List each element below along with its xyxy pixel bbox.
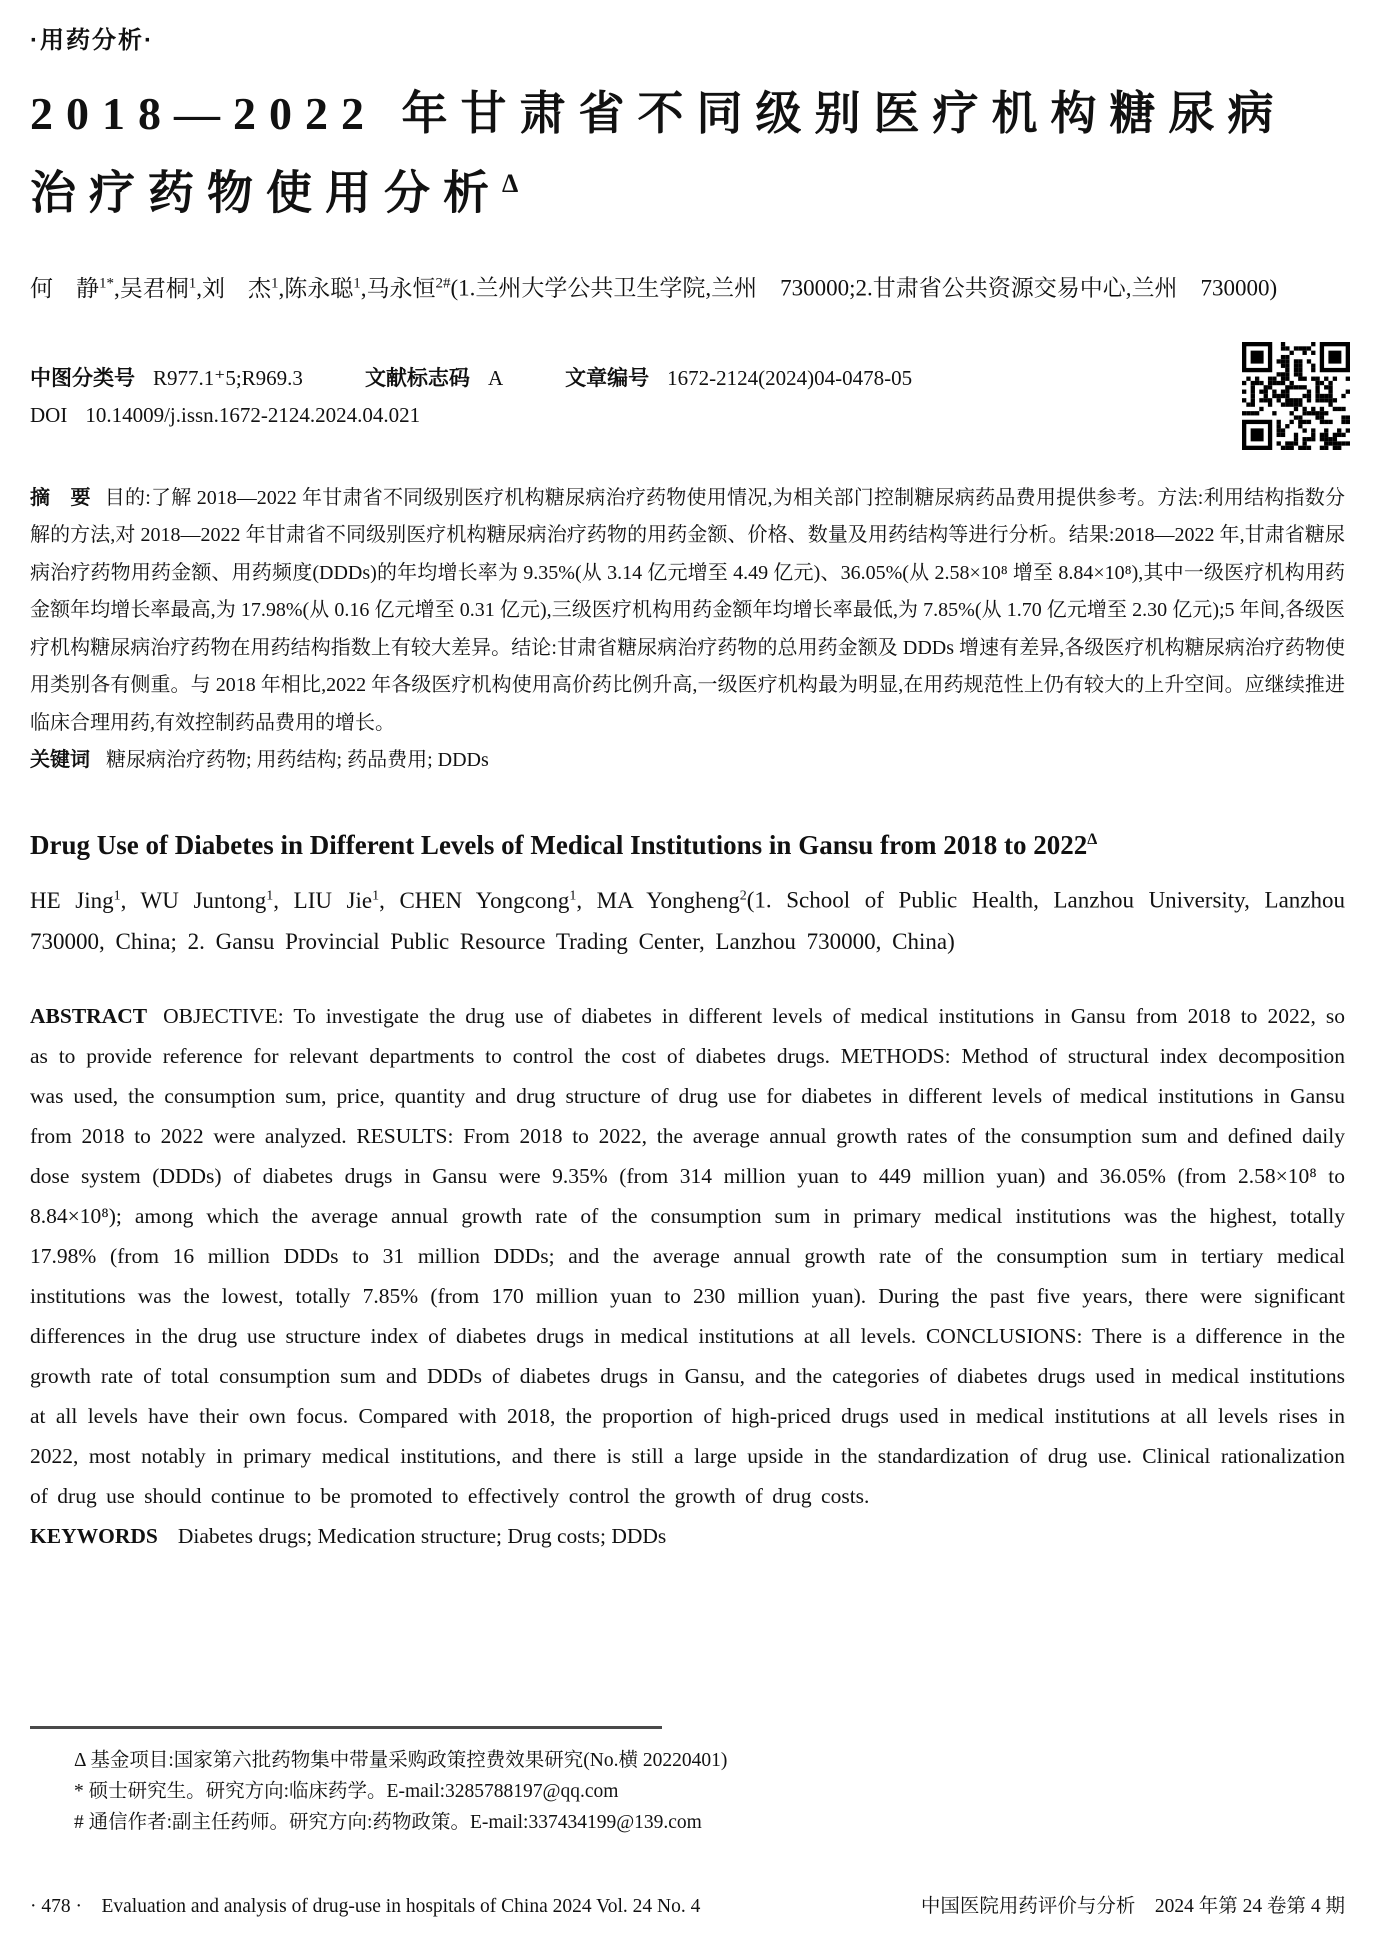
clc-value: R977.1⁺5;R969.3 <box>153 365 303 390</box>
meta-row-doi <box>30 397 1345 434</box>
author-superscript: 1 <box>113 887 121 903</box>
title-cn-superscript: Δ <box>502 169 519 198</box>
author-superscript: 1 <box>188 275 197 292</box>
author-superscript: 1 <box>271 275 279 292</box>
section-text: From 2018 to 2022, the average annual growth rates of the consumption sum and defined daily dose system (DDDs) of diabetes drugs in Gansu were 9.35% (from 314 million yuan to 449 million yuan) and 36.05% (from 2.58×10⁸ to 8.84×10⁸); among which the average annual growth rate of the consumption sum in primary medical institutions was the highest, totally 17.98% (from 16 million DDDs to 31 million DDDs; and the average annual growth rate of the consumption sum in tertiary medical institutions was the lowest, totally 7.85% (from 170 million yuan to 230 million yuan). During the past five years, there were significant differences in the drug use structure index of diabetes drugs in medical institutions at all levels. <box>30 1123 1346 1348</box>
section-text: 利用结构指数分解的方法,对 2018—2022 年甘肃省不同级别医疗机构糖尿病治疗药物的用药金额、价格、数量及用药结构等进行分析。 <box>30 486 1346 547</box>
author-name: ,吴君桐 <box>114 275 189 301</box>
authors-cn <box>30 256 1345 316</box>
section-label: RESULTS: <box>356 1123 454 1148</box>
section-text: 2018—2022 年,甘肃省糖尿病治疗药物用药金额、用药频度(DDDs)的年均增长率为 9.35%(从 3.14 亿元增至 4.49 亿元)、36.05%(从 2.58×10⁸ 增至 8.84×10⁸),其中一级医疗机构用药金额年均增长率最高,为 17.98%(从 0.16 亿元增至 0.31 亿元),三级医疗机构用药金额年均增长率最低,为 7.85%(从 1.70 亿元增至 2.30 亿元);5 年间,各级医疗机构糖尿病治疗药物在用药结构指数上有较大差异。 <box>30 524 1346 659</box>
qr-code-image <box>1242 341 1350 451</box>
footer-right-journal-cn: 中国医院用药评价与分析 2024 年第 24 卷第 4 期 <box>920 1896 1345 1917</box>
abstract-cn-label: 摘 要 <box>30 486 91 509</box>
keywords-en-text: Diabetes drugs; Medication structure; Drug costs; DDDs <box>177 1523 667 1548</box>
article-title-en <box>30 822 1345 863</box>
keywords-en-label: KEYWORDS <box>30 1523 158 1548</box>
author-segment <box>273 888 379 913</box>
author-segment <box>30 888 121 913</box>
affiliation-text: (1.兰州大学公共卫生学院,兰州 730000;2.甘肃省公共资源交易中心,兰州 730000) <box>450 275 1278 301</box>
keywords-en <box>30 1516 1345 1556</box>
author-name: , CHEN Yongcong <box>379 887 570 913</box>
article-id-label: 文章编号 <box>565 366 650 390</box>
footnote-funding: Δ 基金项目:国家第六批药物集中带量采购政策控费效果研究(No.横 20220401) <box>74 1750 728 1771</box>
keywords-cn-text: 糖尿病治疗药物; 用药结构; 药品费用; DDDs <box>106 749 489 772</box>
author-superscript: 2# <box>435 275 451 292</box>
abstract-en-conclusions <box>30 1324 1345 1508</box>
abstract-en-results <box>30 1124 1345 1348</box>
abstract-cn-objective <box>105 487 1158 509</box>
author-segment <box>121 888 274 913</box>
clc-label: 中图分类号 <box>30 366 135 390</box>
section-label: 方法: <box>1157 486 1204 509</box>
author-superscript: 1* <box>99 275 114 292</box>
doc-code-value: A <box>487 365 504 390</box>
abstract-cn <box>30 480 1345 743</box>
affiliation-cn <box>451 276 1278 301</box>
title-en-text: Drug Use of Diabetes in Different Levels of Medical Institutions in Gansu from 2018 to 2022 <box>30 829 1088 860</box>
section-label: OBJECTIVE: <box>163 1003 284 1028</box>
doi-label: DOI <box>30 402 68 427</box>
author-segment <box>576 888 746 913</box>
author-superscript: 1 <box>266 887 274 903</box>
qr-code <box>1242 341 1350 451</box>
footnote-first-author: * 硕士研究生。研究方向:临床药学。E-mail:3285788197@qq.com <box>74 1781 619 1802</box>
footnotes <box>30 1726 1345 1838</box>
title-cn-line2: 治疗药物使用分析 <box>30 167 502 219</box>
author-superscript: 2 <box>739 887 747 903</box>
meta-row-1 <box>30 360 1345 397</box>
footnote-divider <box>30 1726 662 1729</box>
author-name: ,刘 杰 <box>196 275 271 301</box>
section-label: 结果: <box>1068 524 1115 547</box>
section-label: 结论: <box>511 636 557 659</box>
footer-left-page-journal-en: · 478 · Evaluation and analysis of drug-use in hospitals of China 2024 Vol. 24 No. 4 <box>30 1896 701 1917</box>
keywords-cn-label: 关键词 <box>30 749 90 772</box>
article-meta <box>30 360 1345 434</box>
author-name: , MA Yongheng <box>576 887 740 913</box>
author-segment <box>196 276 278 301</box>
author-segment <box>30 276 114 301</box>
column-mark: ·用药分析· <box>30 27 154 54</box>
section-text: 了解 2018—2022 年甘肃省不同级别医疗机构糖尿病治疗药物使用情况,为相关部门控制糖尿病药品费用提供参考。 <box>150 486 1158 509</box>
article-id-value: 1672-2124(2024)04-0478-05 <box>667 365 913 390</box>
section-text: Method of structural index decomposition was used, the consumption sum, price, quantity and drug structure of drug use for diabetes in different levels of medical institutions in Gansu from 2018 to 2022 were analyzed. <box>30 1043 1345 1148</box>
author-segment <box>279 276 361 301</box>
title-en-superscript: Δ <box>1087 830 1098 848</box>
affiliation-text: (1. School of Public Health, Lanzhou University, Lanzhou 730000, China; 2. Gansu Provincial Public Resource Trading Center, Lanzhou 730000, China) <box>30 887 1345 954</box>
author-name: , WU Juntong <box>120 887 267 913</box>
author-name: , LIU Jie <box>273 887 373 913</box>
author-segment <box>114 276 196 301</box>
section-text: There is a difference in the growth rate of total consumption sum and DDDs of diabetes drugs in Gansu, and the categories of diabetes drugs used in medical institutions at all levels have their own focus. Compared with 2018, the proportion of high-priced drugs used in medical institutions at all levels rises in 2022, most notably in primary medical institutions, and there is still a large upside in the standardization of drug use. Clinical rationalization of drug use should continue to be promoted to effectively control the growth of drug costs. <box>30 1323 1345 1508</box>
author-superscript: 1 <box>569 887 577 903</box>
author-name: ,马永恒 <box>360 275 436 301</box>
page-footer <box>30 1890 1345 1918</box>
author-superscript: 1 <box>372 887 380 903</box>
section-text: To investigate the drug use of diabetes in different levels of medical institutions in Gansu from 2018 to 2022, so as to provide reference for relevant departments to control the cost of diabetes drugs. <box>30 1003 1345 1068</box>
abstract-en-label: ABSTRACT <box>30 1003 148 1028</box>
article-title-cn <box>30 79 1345 228</box>
author-name: 何 静 <box>30 275 99 301</box>
section-label: CONCLUSIONS: <box>925 1323 1083 1348</box>
author-segment <box>379 888 576 913</box>
section-text: 甘肃省糖尿病治疗药物的总用药金额及 DDDs 增速有差异,各级医疗机构糖尿病治疗药物使用类别各有侧重。与 2018 年相比,2022 年各级医疗机构使用高价药比例升高,一级医疗机构最为明显,在用药规范性上仍有较大的上升空间。应继续推进临床合理用药,有效控制药品费用的增长。 <box>30 636 1346 734</box>
author-segment <box>361 276 451 301</box>
title-cn-line1: 2018—2022 年甘肃省不同级别医疗机构糖尿病 <box>30 88 1287 139</box>
authors-en <box>30 875 1345 962</box>
author-name: HE Jing <box>30 887 114 913</box>
footnote-corresponding-author: # 通信作者:副主任药师。研究方向:药物政策。E-mail:337434199@139.com <box>74 1812 702 1833</box>
author-superscript: 1 <box>353 275 361 292</box>
section-label: 目的: <box>104 486 151 509</box>
author-name: ,陈永聪 <box>278 275 354 301</box>
doi-value: 10.14009/j.issn.1672-2124.2024.04.021 <box>85 402 421 427</box>
abstract-en <box>30 996 1345 1516</box>
section-label: METHODS: <box>840 1043 951 1068</box>
keywords-cn <box>30 742 1345 780</box>
doc-code-label: 文献标志码 <box>364 366 470 390</box>
